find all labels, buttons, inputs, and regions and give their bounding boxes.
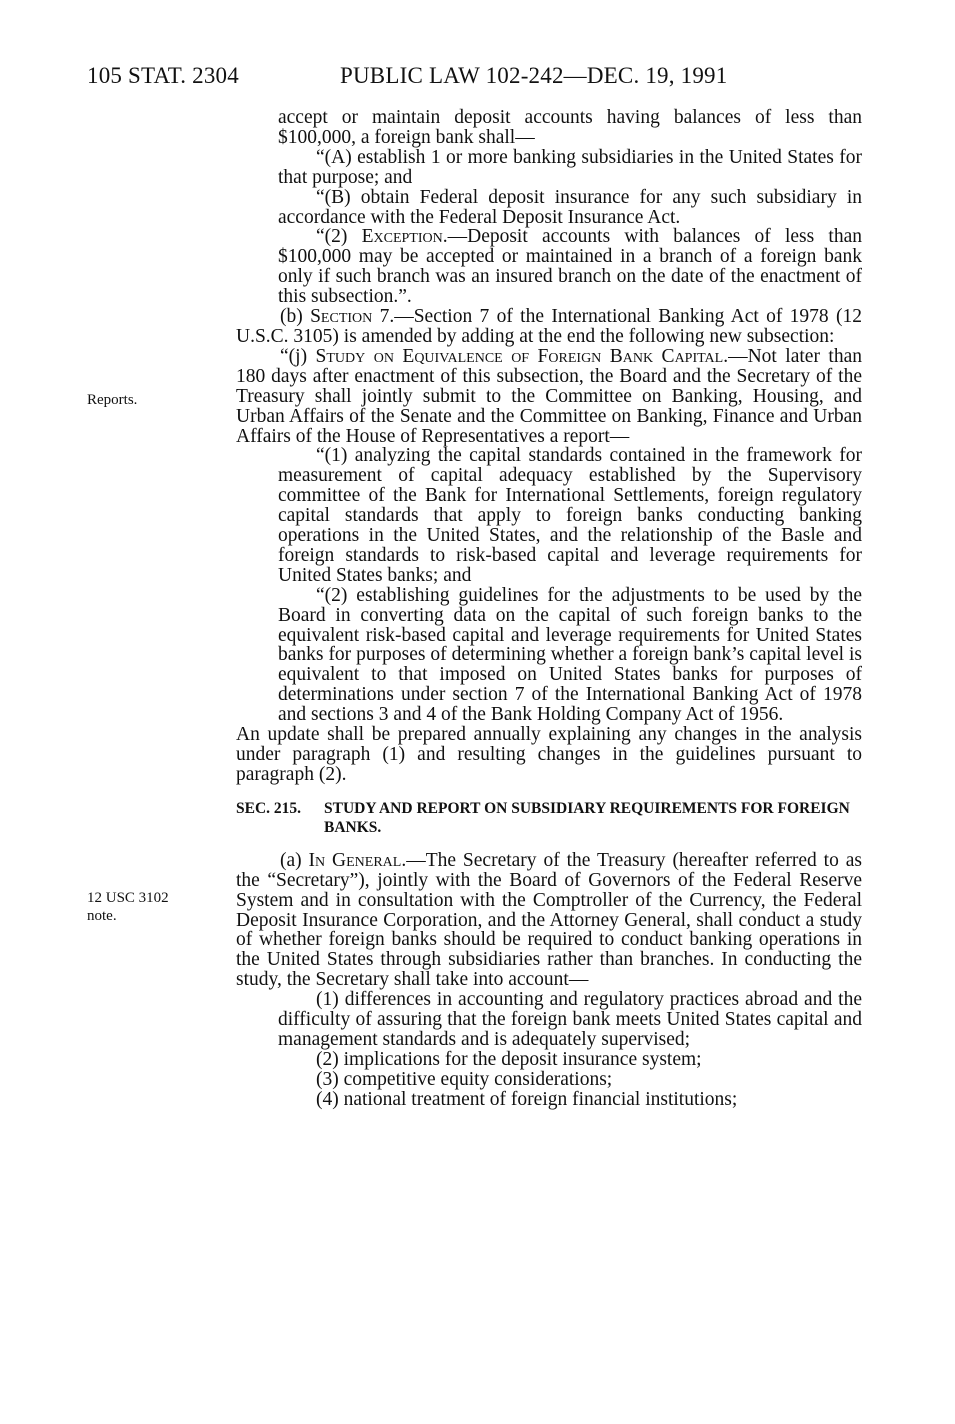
paragraph: “(A) establish 1 or more banking subsidiaries in the United States for that purpose; and	[278, 146, 862, 188]
paragraph: An update shall be prepared annually explaining any changes in the analysis under paragraph (1) and resulting changes in the guidelines pursuant to paragraph (2).	[236, 724, 862, 785]
paragraph: accept or maintain deposit accounts having balances of less than $100,000, a foreign bank shall—	[278, 107, 862, 148]
heading-in-general: In General	[308, 849, 402, 871]
section-number: SEC. 215.	[236, 799, 302, 817]
margin-note-reports: Reports.	[87, 392, 138, 408]
list-item: (4) national treatment of foreign financial institutions;	[316, 1088, 738, 1110]
margin-note-usc-line2: note.	[87, 908, 117, 924]
heading-study: Study on Equivalence of Foreign Bank Capital	[315, 345, 724, 367]
paragraph: (b) Section 7.—Section 7 of the International Banking Act of 1978 (12 U.S.C. 3105) is amended by adding at the end the following new subsection:	[236, 306, 862, 347]
paragraph: “(2) Exception.—Deposit accounts with balances of less than $100,000 may be accepted or maintained in a branch of a foreign bank only if such branch was an insured branch on the date of the enactment of this subsection.”.	[278, 226, 862, 308]
list-item: (2) implications for the deposit insurance system;	[316, 1048, 702, 1070]
paragraph: “(j) Study on Equivalence of Foreign Bank Capital.—Not later than 180 days after enactment of this subsection, the Board and the Secretary of the Treasury shall jointly submit to the Committee on Banking, Housing, and Urban Affairs of the Senate and the Committee on Banking, Finance and Urban Affairs of the House of Representatives a report—	[236, 345, 862, 447]
list-item: (3) competitive equity considerations;	[316, 1068, 613, 1090]
list-item: (1) differences in accounting and regulatory practices abroad and the difficulty of assuring that the foreign bank meets United States capital and management standards and is adequately supervised;	[278, 989, 862, 1050]
heading-section: Section	[310, 306, 373, 328]
margin-note-usc	[87, 889, 169, 925]
margin-note-usc-line1: 12 USC 3102	[87, 890, 169, 906]
section-title: STUDY AND REPORT ON SUBSIDIARY REQUIREMENTS FOR FOREIGN BANKS.	[324, 799, 850, 836]
body-text	[236, 108, 862, 1110]
heading-exception: Exception	[361, 226, 443, 248]
section-heading	[236, 799, 862, 837]
running-header	[87, 63, 860, 93]
stat-citation: 105 STAT. 2304	[87, 63, 239, 88]
paragraph: “(B) obtain Federal deposit insurance for any such subsidiary in accordance with the Federal Deposit Insurance Act.	[278, 186, 862, 228]
paragraph: “(1) analyzing the capital standards contained in the framework for measurement of capital adequacy established by the Supervisory committee of the Bank for International Settlements, foreign regulatory capital standards that apply to foreign banks conducting banking operations in the United States, and the relationship of the Basle and foreign standards to risk-based capital and leverage requirements for United States banks; and	[278, 445, 862, 586]
paragraph: (a) In General.—The Secretary of the Treasury (hereafter referred to as the “Secretary”), jointly with the Board of Governors of the Federal Reserve System and in consultation with the Comptroller of the Currency, the Federal Deposit Insurance Corporation, and the Attorney General, shall conduct a study of whether foreign banks should be required to conduct banking operations in the United States through subsidiaries rather than branches. In conducting the study, the Secretary shall take into account—	[236, 849, 862, 991]
law-citation: PUBLIC LAW 102-242—DEC. 19, 1991	[340, 63, 728, 88]
paragraph: “(2) establishing guidelines for the adjustments to be used by the Board in converting data on the capital of such foreign banks to the equivalent risk-based capital and leverage requirements for United States banks for purposes of determining whether a foreign bank’s capital level is equivalent to that imposed on United States banks for purposes of determinations under section 7 of the International Banking Act of 1978 and sections 3 and 4 of the Bank Holding Company Act of 1956.	[278, 584, 862, 726]
